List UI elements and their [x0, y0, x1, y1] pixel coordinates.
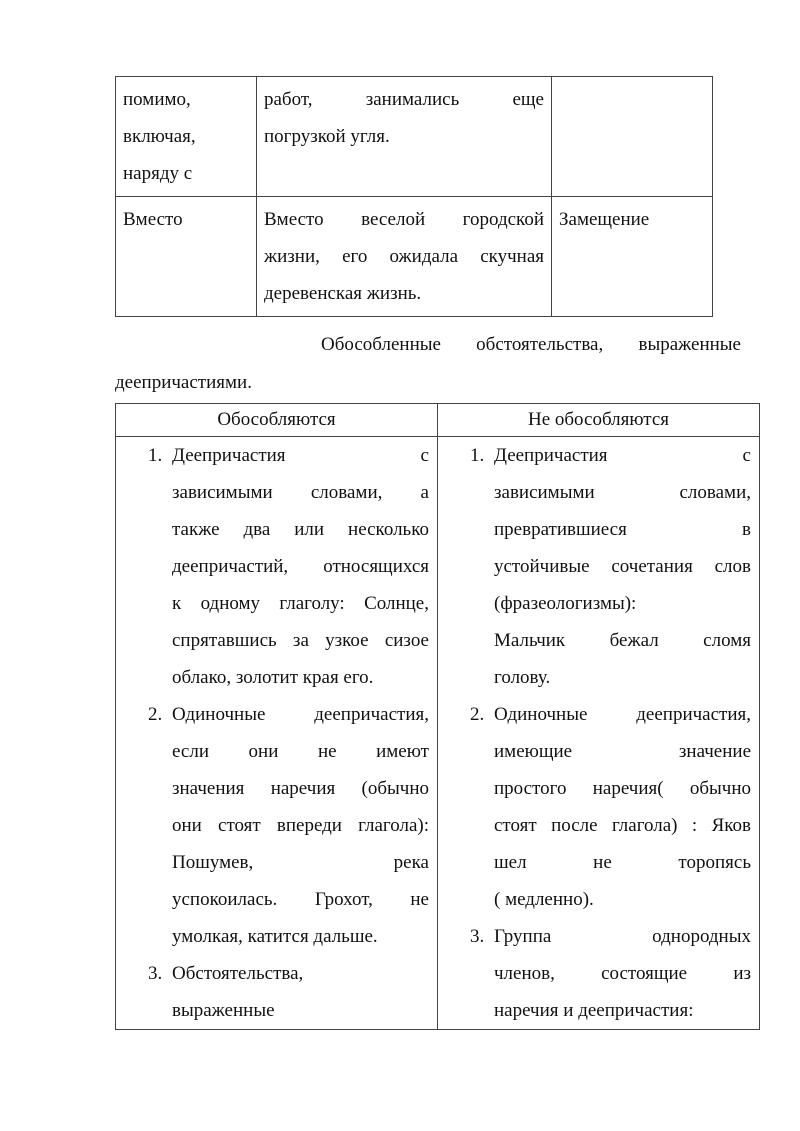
cell-line: погрузкой угля. [264, 126, 390, 147]
list-item-line: Мальчик бежал сломя [494, 630, 751, 651]
list-item-line: Обстоятельства, [172, 963, 304, 984]
list-item-line: облако, золотит края его. [172, 667, 374, 688]
list-item-line: стоят после глагола) : Яков [494, 815, 751, 836]
list-item-line: они стоят впереди глагола): [172, 815, 429, 836]
list-item-line: к одному глаголу: Солнце, [172, 593, 429, 614]
cell-line: наряду с [123, 163, 193, 184]
list-item-line: значения наречия (обычно [172, 778, 429, 799]
list-item [116, 955, 437, 1029]
list-item-line: имеющие значение [494, 741, 751, 762]
table-cell [552, 197, 713, 317]
rules-list-not-isolated [438, 437, 759, 1029]
table-cell [552, 77, 713, 197]
list-item-line: Одиночные деепричастия, [172, 704, 429, 725]
list-item-line: выраженные [172, 1000, 275, 1021]
section-heading-line2: деепричастиями. [115, 372, 252, 393]
table-cell-left [116, 437, 438, 1030]
participle-rules-table [115, 403, 760, 1030]
list-item-line: Пошумев, река [172, 852, 429, 873]
cell-line: Замещение [559, 209, 650, 230]
list-item-line: также два или несколько [172, 519, 429, 540]
table-row [116, 437, 760, 1030]
list-item-line: зависимыми словами, [494, 482, 751, 503]
list-item-number: 2. [148, 704, 163, 725]
list-item [438, 918, 759, 1029]
list-item [438, 696, 759, 918]
list-item-number: 1. [148, 445, 163, 466]
cell-line: Вместо веселой городской [264, 209, 544, 230]
table-cell-right [438, 437, 760, 1030]
list-item-line: превратившиеся в [494, 519, 751, 540]
table-cell [257, 197, 552, 317]
list-item-number: 3. [470, 926, 485, 947]
list-item-line: умолкая, катится дальше. [172, 926, 378, 947]
list-item-line: членов, состоящие из [494, 963, 751, 984]
list-item-line: простого наречия( обычно [494, 778, 751, 799]
cell-line: деревенская жизнь. [264, 283, 422, 304]
list-item-line: зависимыми словами, а [172, 482, 429, 503]
list-item-number: 2. [470, 704, 485, 725]
list-item-line: наречия и деепричастия: [494, 1000, 694, 1021]
table-row [116, 77, 713, 197]
list-item-line: деепричастий, относящихся [172, 556, 429, 577]
list-item-line: Деепричастия с [494, 445, 751, 466]
rules-list-isolated [116, 437, 437, 1029]
list-item [116, 437, 437, 696]
table-cell [116, 197, 257, 317]
list-item-line: (фразеологизмы): [494, 593, 637, 614]
cell-line: жизни, его ожидала скучная [264, 246, 544, 267]
list-item-line: спрятавшись за узкое сизое [172, 630, 429, 651]
column-header-not-isolated: Не обособляются [438, 404, 760, 437]
list-item-line: успокоилась. Грохот, не [172, 889, 429, 910]
cell-line: включая, [123, 126, 196, 147]
list-item-line: устойчивые сочетания слов [494, 556, 751, 577]
list-item-number: 3. [148, 963, 163, 984]
list-item-line: если они не имеют [172, 741, 429, 762]
list-item-number: 1. [470, 445, 485, 466]
list-item [116, 696, 437, 955]
list-item-line: Одиночные деепричастия, [494, 704, 751, 725]
table-row [116, 197, 713, 317]
cell-line: работ, занимались еще [264, 89, 544, 110]
conjunctions-table [115, 76, 713, 317]
column-header-isolated: Обособляются [116, 404, 438, 437]
table-header-row [116, 404, 760, 437]
cell-line: помимо, [123, 89, 191, 110]
table-cell [116, 77, 257, 197]
list-item [438, 437, 759, 696]
list-item-line: ( медленно). [494, 889, 594, 910]
table-cell [257, 77, 552, 197]
list-item-line: Деепричастия с [172, 445, 429, 466]
list-item-line: голову. [494, 667, 551, 688]
section-heading-line1: Обособленные обстоятельства, выраженные [321, 334, 741, 355]
list-item-line: Группа однородных [494, 926, 751, 947]
cell-line: Вместо [123, 209, 183, 230]
list-item-line: шел не торопясь [494, 852, 751, 873]
